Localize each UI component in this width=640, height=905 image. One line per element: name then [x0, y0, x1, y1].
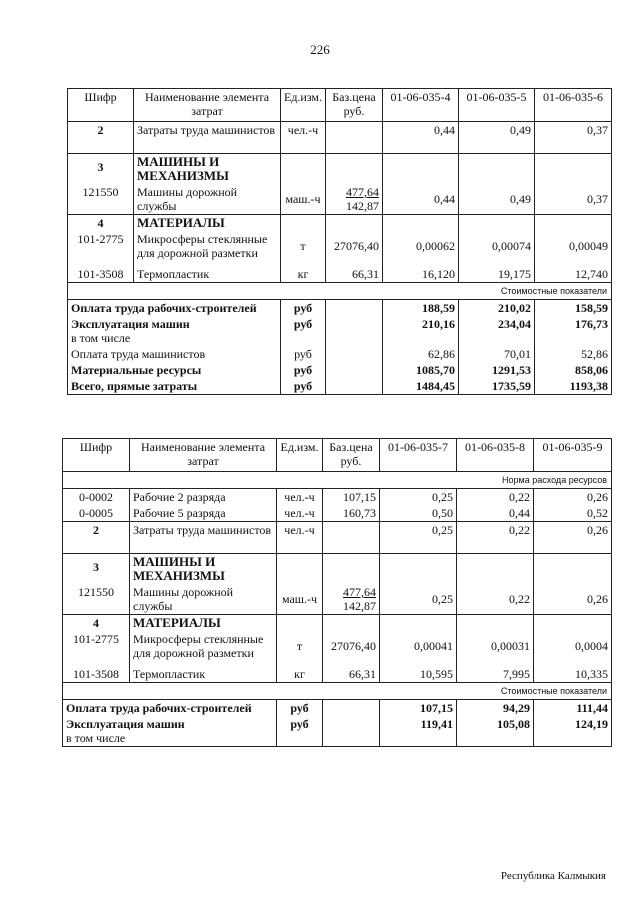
cost-value: 1735,59	[459, 378, 535, 395]
row-unit: маш.-ч	[277, 584, 323, 615]
row-code: 101-3508	[68, 261, 134, 283]
row-value: 0,50	[380, 505, 457, 522]
cost-value: 70,01	[459, 346, 535, 362]
row-name: Рабочие 5 разряда	[130, 505, 277, 522]
row-code: 3	[63, 554, 130, 585]
header-col-1: 01-06-035-4	[383, 89, 459, 122]
cost-value: 1193,38	[535, 378, 612, 395]
row-name: Машины дорожной службы	[134, 184, 281, 215]
row-value: 10,595	[380, 661, 457, 683]
cost-value: 176,73	[535, 316, 612, 346]
header-col-1: 01-06-035-7	[380, 439, 457, 472]
row-value: 0,44	[383, 184, 459, 215]
row-name: Микросферы стеклянные для дорожной разметки	[130, 631, 277, 661]
table-row	[63, 554, 612, 585]
row-code: 0-0002	[63, 489, 130, 506]
row-name: Термопластик	[130, 661, 277, 683]
cost-value: 234,04	[459, 316, 535, 346]
row-value: 0,00041	[380, 631, 457, 661]
row-value: 0,37	[535, 184, 612, 215]
row-code: 121550	[68, 184, 134, 215]
row-price	[326, 122, 383, 154]
table-row	[68, 215, 612, 232]
row-value: 7,995	[457, 661, 534, 683]
row-value: 0,00049	[535, 231, 612, 261]
row-code: 101-2775	[63, 631, 130, 661]
price-machine: 477,64	[343, 585, 376, 599]
footer-region: Республика Калмыкия	[500, 870, 606, 882]
row-code: 4	[68, 215, 134, 232]
row-unit: т	[281, 231, 326, 261]
row-value: 0,22	[457, 522, 534, 554]
header-code: Шифр	[63, 439, 130, 472]
row-price	[323, 584, 380, 615]
table-row	[63, 489, 612, 506]
estimate-table-2	[62, 438, 612, 747]
cost-unit: руб	[281, 316, 326, 346]
cost-label-main: Эксплуатация машин	[66, 717, 185, 731]
cost-row	[68, 378, 612, 395]
row-code: 2	[68, 122, 134, 154]
row-value: 0,25	[380, 584, 457, 615]
cost-label: Материальные ресурсы	[68, 362, 281, 378]
row-name: Рабочие 2 разряда	[130, 489, 277, 506]
row-code: 0-0005	[63, 505, 130, 522]
table-row	[68, 184, 612, 215]
row-name: Затраты труда машинистов	[130, 522, 277, 554]
row-unit: чел.-ч	[281, 122, 326, 154]
cost-value: 107,15	[380, 700, 457, 717]
row-code: 4	[63, 615, 130, 632]
cost-value: 1291,53	[459, 362, 535, 378]
price-operator: 142,87	[343, 599, 376, 613]
header-col-2: 01-06-035-8	[457, 439, 534, 472]
table-row	[68, 154, 612, 185]
row-value: 0,44	[383, 122, 459, 154]
row-value: 19,175	[459, 261, 535, 283]
cost-unit: руб	[281, 362, 326, 378]
row-price: 66,31	[323, 661, 380, 683]
cost-value: 1484,45	[383, 378, 459, 395]
row-name: Машины дорожной службы	[130, 584, 277, 615]
row-unit: кг	[277, 661, 323, 683]
row-name: Микросферы стеклянные для дорожной разметки	[134, 231, 281, 261]
row-value: 0,26	[534, 489, 612, 506]
cost-row	[68, 362, 612, 378]
cost-label: Оплата труда рабочих-строителей	[68, 300, 281, 317]
table-row	[63, 661, 612, 683]
cost-value: 158,59	[535, 300, 612, 317]
section-title: МАТЕРИАЛЫ	[134, 215, 281, 232]
header-name: Наименование элемента затрат	[134, 89, 281, 122]
row-code: 2	[63, 522, 130, 554]
cost-label: Оплата труда рабочих-строителей	[63, 700, 277, 717]
cost-row	[63, 716, 612, 747]
cost-unit: руб	[281, 346, 326, 362]
row-value: 0,44	[457, 505, 534, 522]
cost-value: 119,41	[380, 716, 457, 747]
header-base-price: Баз.цена руб.	[326, 89, 383, 122]
estimate-table-1	[67, 88, 612, 395]
row-value: 0,22	[457, 584, 534, 615]
row-value: 0,00062	[383, 231, 459, 261]
table-row	[68, 122, 612, 154]
cost-note-row	[63, 683, 612, 700]
cost-label-sub: в том числе	[66, 731, 126, 745]
table-row	[63, 522, 612, 554]
row-code: 121550	[63, 584, 130, 615]
row-name: Затраты труда машинистов	[134, 122, 281, 154]
header-base-price: Баз.цена руб.	[323, 439, 380, 472]
row-value: 0,0004	[534, 631, 612, 661]
row-code: 101-3508	[63, 661, 130, 683]
table-row	[68, 261, 612, 283]
section-title: МАТЕРИАЛЫ	[130, 615, 277, 632]
table-row	[63, 631, 612, 661]
cost-value: 1085,70	[383, 362, 459, 378]
header-name: Наименование элемента затрат	[130, 439, 277, 472]
header-code: Шифр	[68, 89, 134, 122]
cost-value: 94,29	[457, 700, 534, 717]
cost-value: 111,44	[534, 700, 612, 717]
cost-row	[63, 700, 612, 717]
price-operator: 142,87	[346, 199, 379, 213]
row-value: 0,25	[380, 489, 457, 506]
cost-value: 188,59	[383, 300, 459, 317]
page-number: 226	[310, 42, 330, 57]
row-value: 0,49	[459, 184, 535, 215]
cost-row	[68, 316, 612, 346]
cost-unit: руб	[281, 300, 326, 317]
row-unit: чел.-ч	[277, 489, 323, 506]
row-value: 0,22	[457, 489, 534, 506]
table-row	[63, 615, 612, 632]
cost-row	[68, 346, 612, 362]
row-value: 0,26	[534, 584, 612, 615]
cost-label	[68, 316, 281, 346]
header-col-2: 01-06-035-5	[459, 89, 535, 122]
row-value: 0,37	[535, 122, 612, 154]
section-title: МАШИНЫ И МЕХАНИЗМЫ	[134, 154, 281, 185]
price-machine: 477,64	[346, 185, 379, 199]
cost-label: Всего, прямые затраты	[68, 378, 281, 395]
row-value: 16,120	[383, 261, 459, 283]
table-header	[63, 439, 612, 472]
row-value: 0,49	[459, 122, 535, 154]
cost-unit: руб	[277, 716, 323, 747]
header-unit: Ед.изм.	[281, 89, 326, 122]
row-value: 0,00031	[457, 631, 534, 661]
row-value: 0,25	[380, 522, 457, 554]
row-price: 27076,40	[323, 631, 380, 661]
row-value: 0,52	[534, 505, 612, 522]
cost-note: Стоимостные показатели	[68, 283, 612, 300]
cost-value: 858,06	[535, 362, 612, 378]
header-unit: Ед.изм.	[277, 439, 323, 472]
row-name: Термопластик	[134, 261, 281, 283]
cost-label: Оплата труда машинистов	[68, 346, 281, 362]
section-title: МАШИНЫ И МЕХАНИЗМЫ	[130, 554, 277, 585]
row-price: 107,15	[323, 489, 380, 506]
row-unit: чел.-ч	[277, 505, 323, 522]
cost-value: 124,19	[534, 716, 612, 747]
row-value: 10,335	[534, 661, 612, 683]
row-value: 12,740	[535, 261, 612, 283]
header-col-3: 01-06-035-6	[535, 89, 612, 122]
table-row	[63, 505, 612, 522]
cost-value: 62,86	[383, 346, 459, 362]
cost-note: Стоимостные показатели	[63, 683, 612, 700]
cost-note-row	[68, 283, 612, 300]
cost-label	[63, 716, 277, 747]
cost-value: 52,86	[535, 346, 612, 362]
row-price: 66,31	[326, 261, 383, 283]
row-unit: чел.-ч	[277, 522, 323, 554]
cost-unit: руб	[281, 378, 326, 395]
row-code: 101-2775	[68, 231, 134, 261]
cost-value: 210,16	[383, 316, 459, 346]
cost-label-sub: в том числе	[71, 331, 131, 345]
row-price	[326, 184, 383, 215]
cost-unit: руб	[277, 700, 323, 717]
row-value: 0,00074	[459, 231, 535, 261]
row-unit: т	[277, 631, 323, 661]
row-code: 3	[68, 154, 134, 185]
cost-label-main: Эксплуатация машин	[71, 317, 190, 331]
cost-row	[68, 300, 612, 317]
cost-value: 105,08	[457, 716, 534, 747]
table-row	[68, 231, 612, 261]
row-value: 0,26	[534, 522, 612, 554]
header-col-3: 01-06-035-9	[534, 439, 612, 472]
row-price: 27076,40	[326, 231, 383, 261]
norm-note: Норма расхода ресурсов	[63, 472, 612, 489]
norm-note-row	[63, 472, 612, 489]
table-row	[63, 584, 612, 615]
table-header	[68, 89, 612, 122]
cost-value: 210,02	[459, 300, 535, 317]
row-unit: маш.-ч	[281, 184, 326, 215]
row-price: 160,73	[323, 505, 380, 522]
row-unit: кг	[281, 261, 326, 283]
